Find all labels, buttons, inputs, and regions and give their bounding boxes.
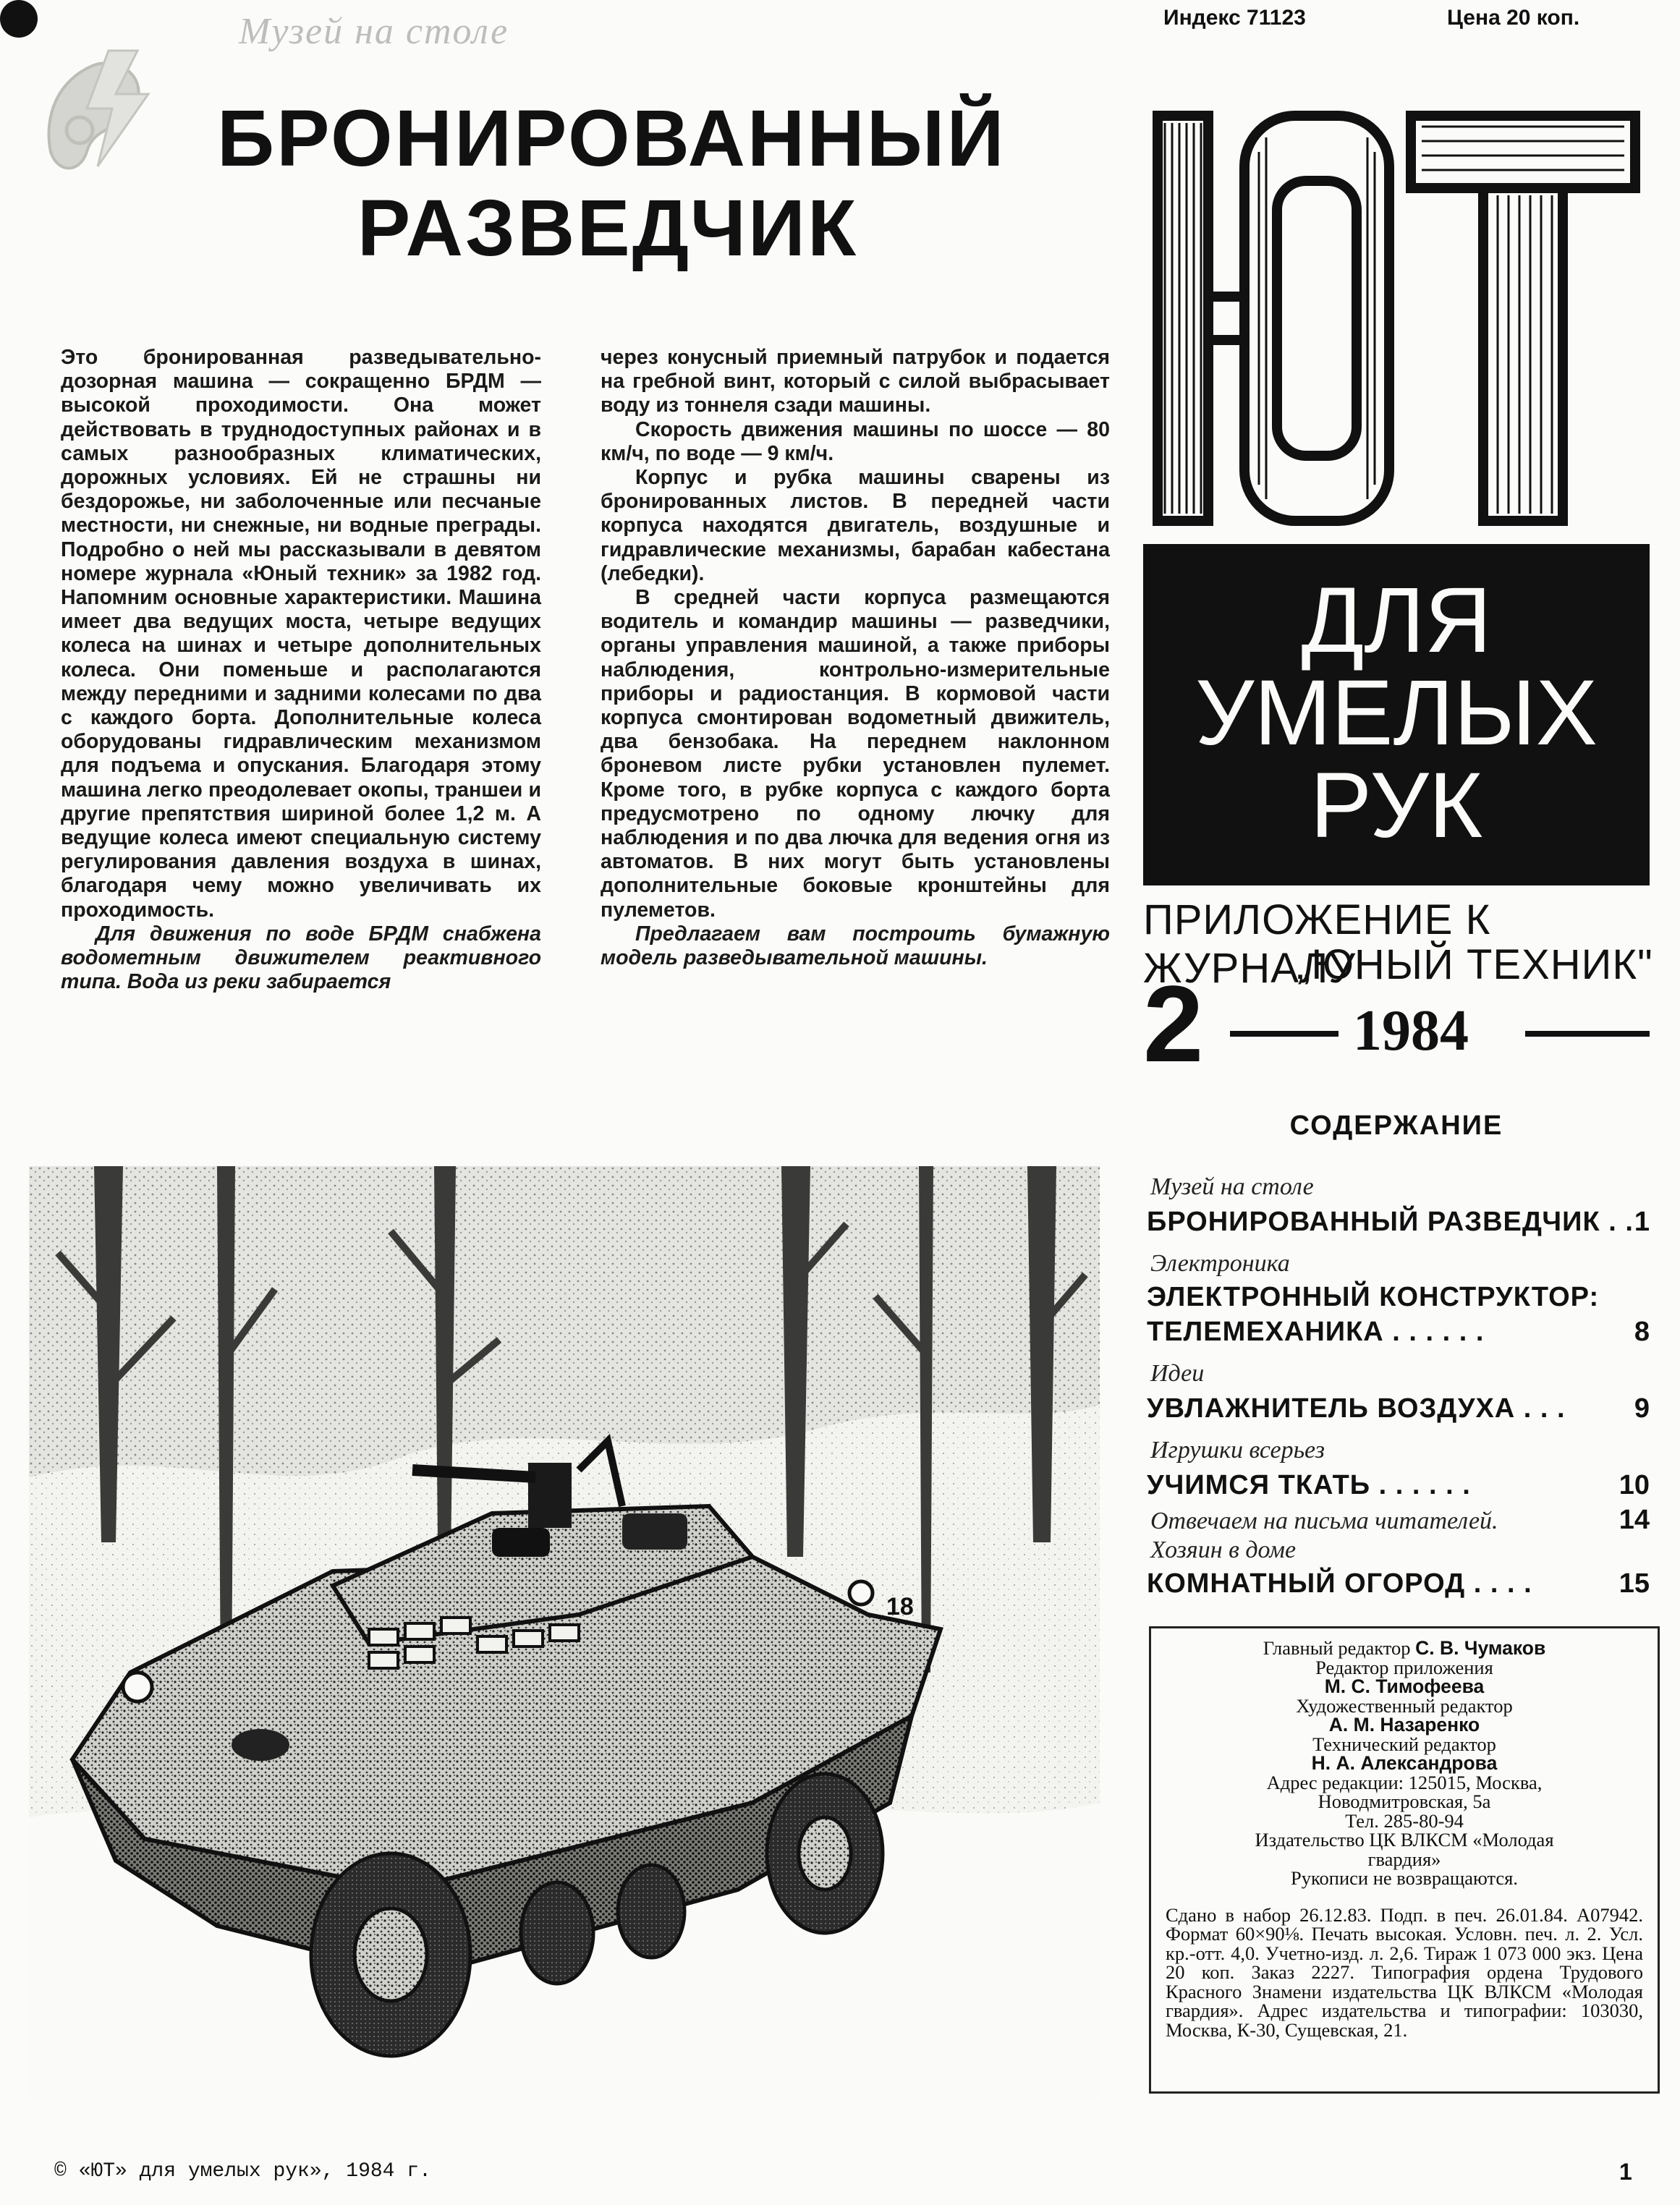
article-column-2	[601, 346, 1110, 970]
issue-rule-left	[1230, 1031, 1339, 1037]
publisher-line: Издательство ЦК ВЛКСМ «Молодая	[1255, 1829, 1554, 1851]
paragraph: В средней части корпуса размещаются водитель и командир машины — разведчики, органы управления машиной, а также приборы наблюдения, контрольно-измерительные приборы и радиостанция. В кормовой части корпуса смонтирован водометный движитель, два бензобака. На переднем наклонном броневом листе рубки установлен пулемет. Кроме того, в рубке корпуса с каждого борта предусмотрено по одному лючку для наблюдения и по два лючка для ведения огня из автоматов. В них могут быть установлены дополнительные боковые кронштейны для пулеметов.	[601, 586, 1110, 922]
registration-dot	[0, 0, 38, 38]
toc-rubric: Музей на столе	[1150, 1173, 1314, 1200]
credits-box	[1149, 1626, 1660, 2094]
paragraph: Корпус и рубка машины сварены из бронированных листов. В передней части корпуса находятся двигатель, воздушные и гидравлические механизмы, барабан кабестана (лебедки).	[601, 466, 1110, 585]
toc-item[interactable]: ЭЛЕКТРОННЫЙ КОНСТРУКТОР:	[1147, 1282, 1600, 1312]
paragraph: Предлагаем вам построить бумажную модель разведывательной машины.	[601, 922, 1110, 970]
toc-item[interactable]: БРОНИРОВАННЫЙ РАЗВЕДЧИК . .	[1147, 1207, 1634, 1237]
price: Цена 20 коп.	[1447, 6, 1580, 30]
paragraph: через конусный приемный патрубок и подается на гребной винт, который с силой выбрасывает воду из тоннеля сзади машины.	[601, 346, 1110, 417]
title-line-1: БРОНИРОВАННЫЙ	[217, 94, 1006, 183]
masthead-line-1: ДЛЯ	[1301, 569, 1492, 672]
supplement-line-1: ПРИЛОЖЕНИЕ К ЖУРНАЛУ	[1143, 896, 1491, 992]
manuscripts-note: Рукописи не возвращаются.	[1291, 1867, 1518, 1889]
toc-rubric: Идеи	[1150, 1360, 1205, 1387]
toc-item[interactable]: КОМНАТНЫЙ ОГОРОД . . . .	[1147, 1568, 1532, 1599]
issue-number: 2	[1143, 963, 1204, 1084]
toc-item[interactable]: УЧИМСЯ ТКАТЬ . . . . . .	[1147, 1470, 1471, 1500]
credit-line	[1151, 1639, 1658, 1658]
page-number: 1	[1619, 2159, 1632, 2185]
paragraph: Это бронированная разведывательно-дозорная машина — сокращенно БРДМ — высокой проходимости. Она может действовать в труднодоступных районах и в самых разнообразных климатических, дорожных условиях. Ей не страшны ни бездорожье, ни заболоченные или песчаные местности, ни снежные, ни водные преграды. Подробно о ней мы рассказывали в девятом номере журнала «Юный техник» за 1982 год. Напомним основные характеристики. Машина имеет два ведущих моста, четыре ведущих колеса на шинах и четыре дополнительных колеса. Они поменьше и располагаются между передними и задними колесами по два с каждого борта. Дополнительные колеса оборудованы гидравлическим механизмом для подъема и опускания. Благодаря этому машина легко преодолевает окопы, траншеи и другие препятствия шириной более 1,2 м. А ведущие колеса имеют специальную систему регулирования давления воздуха в шинах, благодаря чему можно увеличивать их проходимость.	[61, 346, 541, 922]
issue-year: 1984	[1353, 999, 1469, 1063]
credit-name: С. В. Чумаков	[1415, 1637, 1546, 1659]
toc-page-number: 10	[1619, 1470, 1650, 1500]
address-line: Новодмитровская, 5а	[1318, 1790, 1491, 1812]
paragraph: Для движения по воде БРДМ снабжена водометным движителем реактивного типа. Вода из реки забирается	[61, 922, 541, 994]
address-line: Адрес редакции: 125015, Москва,	[1266, 1771, 1543, 1793]
toc-page-number: 8	[1634, 1317, 1650, 1347]
toc-heading: СОДЕРЖАНИЕ	[1289, 1110, 1503, 1141]
issue-rule-right	[1525, 1031, 1650, 1037]
credit-name: А. М. Назаренко	[1328, 1714, 1480, 1735]
supplement-line-2: „ЮНЫЙ ТЕХНИК"	[1297, 941, 1653, 988]
index-code: Индекс 71123	[1163, 6, 1306, 30]
publisher-line: гвардия»	[1367, 1848, 1441, 1870]
hull-marking: 18	[886, 1593, 914, 1620]
brdm-illustration	[29, 1166, 1100, 2099]
article-column-1	[61, 346, 541, 994]
toc-rubric: Хозяин в доме	[1150, 1537, 1297, 1563]
credit-label: Главный редактор	[1263, 1637, 1411, 1659]
credit-name: Н. А. Александрова	[1311, 1752, 1498, 1774]
section-rubric: Музей на столе	[239, 11, 509, 52]
paragraph: Скорость движения машины по шоссе — 80 км/ч, по воде — 9 км/ч.	[601, 417, 1110, 465]
toc-rubric: Игрушки всерьез	[1150, 1437, 1325, 1463]
toc-rubric: Электроника	[1150, 1250, 1290, 1277]
toc-page-number: 14	[1619, 1505, 1650, 1535]
yut-logo	[1143, 94, 1650, 528]
toc-page-number: 15	[1619, 1568, 1650, 1599]
imprint: Сдано в набор 26.12.83. Подп. в печ. 26.01.84. А07942. Формат 60×90⅛. Печать высокая. Условн. печ. л. 2. Усл. кр.-отт. 4,0. Учетно-изд. л. 2,6. Тираж 1 073 000 экз. Цена 20 коп. Заказ 2227. Типография ордена Трудового Красного Знамени издательства ЦК ВЛКСМ «Молодая гвардия». Адрес издательства и типографии: 103030, Москва, К-30, Сущевская, 21.	[1166, 1903, 1643, 2041]
credit-name: М. С. Тимофеева	[1324, 1675, 1485, 1697]
masthead-line-3: РУК	[1310, 754, 1483, 857]
masthead-line-2: УМЕЛЫХ	[1195, 661, 1598, 765]
credit-label: Технический редактор	[1312, 1733, 1496, 1755]
article-title	[217, 94, 1006, 273]
credit-label: Художественный редактор	[1296, 1694, 1513, 1717]
phone: Тел. 285-80-94	[1345, 1809, 1464, 1832]
toc-rubric[interactable]: Отвечаем на письма читателей.	[1150, 1508, 1498, 1534]
toc-item[interactable]: ТЕЛЕМЕХАНИКА . . . . . .	[1147, 1317, 1485, 1347]
museum-rubric-emblem	[29, 36, 210, 195]
toc-item[interactable]: УВЛАЖНИТЕЛЬ ВОЗДУХА . . .	[1147, 1393, 1566, 1424]
copyright: © «ЮТ» для умелых рук», 1984 г.	[54, 2160, 431, 2183]
masthead-box	[1143, 544, 1650, 885]
credit-label: Редактор приложения	[1315, 1656, 1493, 1678]
toc-page-number: 9	[1634, 1393, 1650, 1424]
title-line-2: РАЗВЕДЧИК	[357, 184, 859, 273]
toc-page-number: 1	[1634, 1207, 1650, 1237]
